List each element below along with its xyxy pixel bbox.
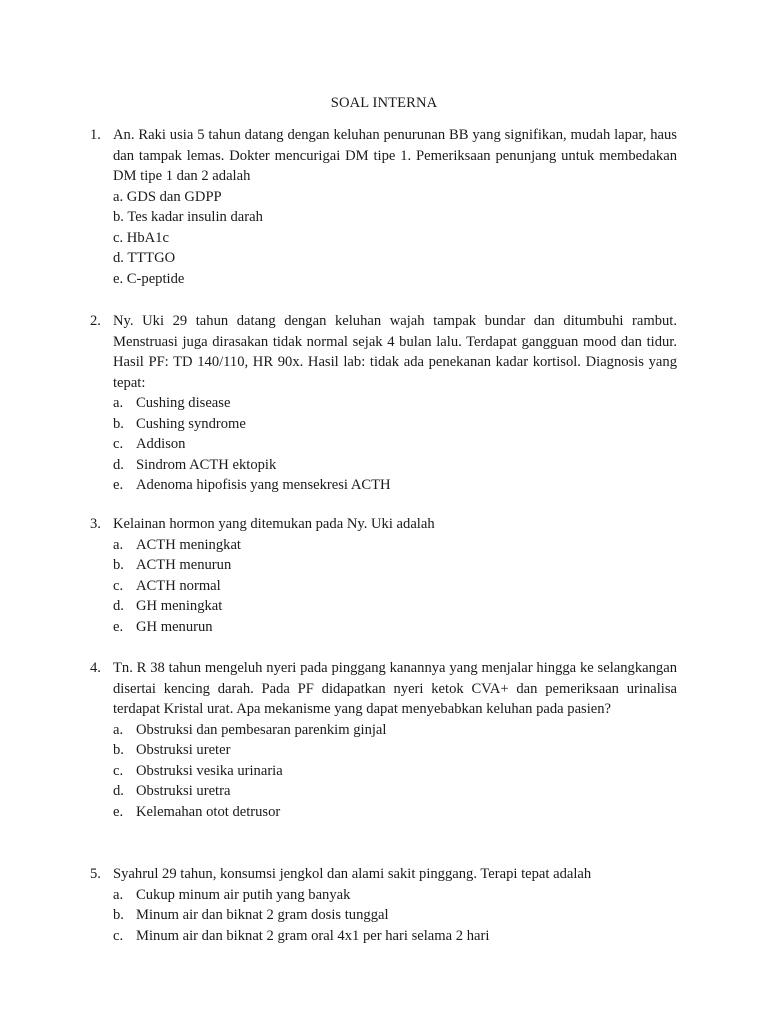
- option-letter: c.: [113, 577, 124, 594]
- answer-option-b: [113, 207, 677, 228]
- answer-option-d: [113, 596, 677, 617]
- answer-option-e: [113, 475, 677, 496]
- answer-option-c: [113, 576, 677, 597]
- option-letter: a.: [113, 721, 124, 738]
- option-text: Cushing syndrome: [136, 415, 246, 432]
- option-text: ACTH menurun: [136, 557, 232, 573]
- option-letter: a.: [113, 395, 124, 411]
- answer-option-e: [113, 802, 677, 823]
- answer-option-c: [113, 228, 677, 249]
- option-text: Obstruksi uretra: [136, 783, 231, 799]
- option-text: Obstruksi ureter: [136, 742, 231, 758]
- option-letter: b.: [113, 907, 124, 923]
- question-text: Kelainan hormon yang ditemukan pada Ny. Uki adalah: [113, 516, 435, 532]
- question-number: 2.: [90, 313, 101, 329]
- option-text: Obstruksi vesika urinaria: [136, 762, 283, 779]
- option-letter: d.: [113, 456, 124, 473]
- question-number: 3.: [90, 516, 101, 532]
- question-4: [92, 658, 677, 822]
- option-letter: a.: [113, 536, 124, 553]
- answer-option-e: [113, 269, 677, 290]
- option-text: GH menurun: [136, 618, 213, 635]
- option-text: Addison: [136, 436, 186, 452]
- option-letter: d.: [113, 783, 124, 799]
- option-text: Cushing disease: [136, 395, 231, 411]
- question-text: An. Raki usia 5 tahun datang dengan keluhan penurunan BB yang signifikan, mudah lapar, haus dan tampak lemas. Dokter mencurigai DM tipe 1. Pemeriksaan penunjang untuk membedakan DM tipe 1 dan 2 adalah: [113, 127, 677, 184]
- option-letter: e.: [113, 477, 124, 493]
- option-letter: d.: [113, 598, 124, 614]
- option-letter: e.: [113, 803, 124, 820]
- option-text: ACTH normal: [136, 577, 221, 594]
- answer-option-b: [113, 414, 677, 435]
- option-text: GH meningkat: [136, 598, 223, 614]
- option-letter: c.: [113, 927, 124, 944]
- option-text: TTTGO: [127, 250, 176, 266]
- answer-option-d: [113, 781, 677, 802]
- option-text: Sindrom ACTH ektopik: [136, 456, 277, 473]
- option-letter: d.: [113, 250, 124, 266]
- document-title: SOAL INTERNA: [330, 95, 438, 111]
- option-letter: b.: [113, 557, 124, 573]
- option-letter: c.: [113, 762, 124, 779]
- answer-option-c: [113, 761, 677, 782]
- answer-option-d: [113, 455, 677, 476]
- answer-option-e: [113, 617, 677, 638]
- option-text: Minum air dan biknat 2 gram dosis tunggal: [136, 907, 389, 923]
- option-letter: a.: [113, 886, 124, 903]
- question-number: 1.: [90, 127, 101, 143]
- answer-option-a: [113, 535, 677, 556]
- answer-options: [113, 720, 677, 823]
- option-letter: c.: [113, 229, 124, 246]
- answer-option-b: [113, 905, 677, 926]
- option-text: Cukup minum air putih yang banyak: [136, 886, 351, 903]
- option-text: HbA1c: [126, 229, 169, 246]
- question-text: Tn. R 38 tahun mengeluh nyeri pada pinggang kanannya yang menjalar hingga ke selangkangan disertai kencing darah. Pada PF didapatkan nyeri ketok CVA+ dan pemeriksaan urinalisa terdapat Kristal urat. Apa mekanisme yang dapat menyebabkan keluhan pada pasien?: [113, 660, 677, 717]
- question-text: Ny. Uki 29 tahun datang dengan keluhan wajah tampak bundar dan ditumbuhi rambut. Menstruasi juga dirasakan tidak normal sejak 4 bulan lalu. Terdapat gangguan mood dan tidur. Hasil PF: TD 140/110, HR 90x. Hasil lab: tidak ada penekanan kadar kortisol. Diagnosis yang tepat:: [113, 313, 677, 391]
- option-text: Tes kadar insulin darah: [127, 209, 263, 225]
- option-letter: e.: [113, 618, 124, 635]
- question-text: Syahrul 29 tahun, konsumsi jengkol dan alami sakit pinggang. Terapi tepat adalah: [113, 866, 592, 882]
- answer-option-c: [113, 434, 677, 455]
- answer-option-a: [113, 187, 677, 208]
- answer-option-a: [113, 720, 677, 741]
- question-3: [92, 514, 677, 637]
- option-text: ACTH meningkat: [136, 536, 241, 553]
- option-text: Adenoma hipofisis yang mensekresi ACTH: [136, 477, 391, 493]
- answer-option-d: [113, 248, 677, 269]
- answer-option-b: [113, 740, 677, 761]
- question-number: 5.: [90, 866, 101, 882]
- answer-options: [113, 535, 677, 638]
- option-letter: b.: [113, 415, 124, 432]
- option-letter: b.: [113, 209, 124, 225]
- answer-option-a: [113, 885, 677, 906]
- option-text: C-peptide: [126, 270, 185, 287]
- option-letter: b.: [113, 742, 124, 758]
- question-5: [92, 864, 677, 946]
- answer-options: [113, 187, 677, 290]
- answer-options: [113, 885, 677, 947]
- option-text: Kelemahan otot detrusor: [136, 803, 281, 820]
- option-text: Minum air dan biknat 2 gram oral 4x1 per hari selama 2 hari: [136, 927, 490, 944]
- option-letter: e.: [113, 270, 124, 287]
- option-text: GDS dan GDPP: [126, 188, 222, 205]
- option-letter: a.: [113, 188, 124, 205]
- question-2: [92, 311, 677, 496]
- answer-option-a: [113, 393, 677, 414]
- question-number: 4.: [90, 660, 101, 676]
- option-letter: c.: [113, 436, 124, 452]
- option-text: Obstruksi dan pembesaran parenkim ginjal: [136, 721, 387, 738]
- answer-option-c: [113, 926, 677, 947]
- answer-options: [113, 393, 677, 496]
- answer-option-b: [113, 555, 677, 576]
- question-1: [92, 125, 677, 289]
